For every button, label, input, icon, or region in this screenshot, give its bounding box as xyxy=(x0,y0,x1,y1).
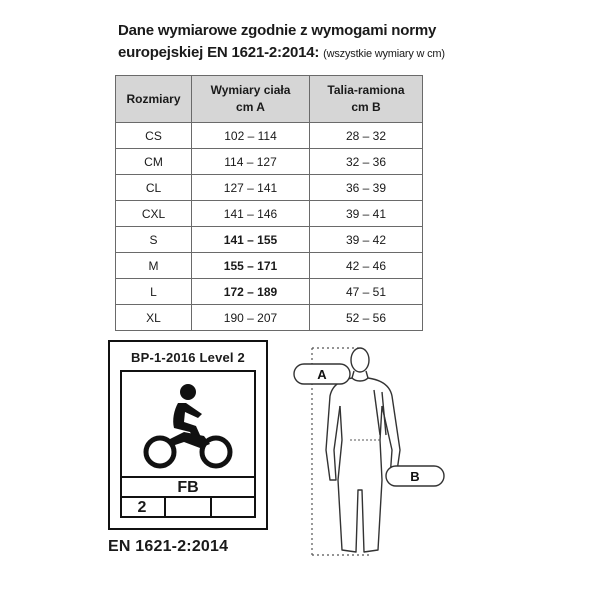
cell-size: S xyxy=(116,227,192,253)
header-sizes: Rozmiary xyxy=(116,76,192,123)
table-row xyxy=(116,149,423,175)
cell-b: 32 – 36 xyxy=(310,149,423,175)
cell-b: 39 – 41 xyxy=(310,201,423,227)
table-row xyxy=(116,175,423,201)
label-level-number: 2 xyxy=(120,498,166,518)
heading-line-2-bold: europejskiej EN 1621-2:2014: xyxy=(118,44,320,61)
standard-code: EN 1621-2:2014 xyxy=(108,538,229,555)
marker-b-label: B xyxy=(410,469,420,484)
marker-a xyxy=(294,364,350,384)
cell-a: 190 – 207 xyxy=(192,305,310,331)
table-row xyxy=(116,305,423,331)
label-fb: FB xyxy=(120,476,256,498)
label-level-row xyxy=(120,498,256,518)
cell-b: 52 – 56 xyxy=(310,305,423,331)
heading-note: (wszystkie wymiary w cm) xyxy=(323,48,445,60)
cell-a: 155 – 171 xyxy=(192,253,310,279)
certification-label xyxy=(108,340,268,530)
marker-a-label: A xyxy=(317,367,327,382)
marker-b xyxy=(386,466,444,486)
cell-a: 141 – 155 xyxy=(192,227,310,253)
heading-line-2 xyxy=(118,42,588,65)
cell-a: 172 – 189 xyxy=(192,279,310,305)
cell-a: 114 – 127 xyxy=(192,149,310,175)
motorcycle-rider-icon xyxy=(138,382,238,474)
label-empty-cell xyxy=(166,498,212,518)
cell-b: 42 – 46 xyxy=(310,253,423,279)
header-body-dimensions-label: Wymiary ciała xyxy=(210,83,291,97)
cell-size: CL xyxy=(116,175,192,201)
size-table xyxy=(115,75,423,331)
label-empty-cell xyxy=(212,498,256,518)
cell-a: 102 – 114 xyxy=(192,123,310,149)
header-body-dimensions xyxy=(192,76,310,123)
table-header-row xyxy=(116,76,423,123)
body-measurement-figure xyxy=(290,340,470,565)
header-waist-shoulders xyxy=(310,76,423,123)
cell-b: 28 – 32 xyxy=(310,123,423,149)
table-row xyxy=(116,201,423,227)
table-row xyxy=(116,123,423,149)
cell-size: CM xyxy=(116,149,192,175)
table-row xyxy=(116,227,423,253)
cell-b: 36 – 39 xyxy=(310,175,423,201)
cell-b: 47 – 51 xyxy=(310,279,423,305)
cell-a: 141 – 146 xyxy=(192,201,310,227)
cell-b: 39 – 42 xyxy=(310,227,423,253)
cell-size: CXL xyxy=(116,201,192,227)
cell-size: CS xyxy=(116,123,192,149)
cell-a: 127 – 141 xyxy=(192,175,310,201)
table-row xyxy=(116,253,423,279)
header-waist-shoulders-label: Talia-ramiona xyxy=(327,83,405,97)
heading-line-1: Dane wymiarowe zgodnie z wymogami normy xyxy=(118,22,437,39)
heading xyxy=(118,20,588,65)
cell-size: L xyxy=(116,279,192,305)
label-title: BP-1-2016 Level 2 xyxy=(131,350,245,365)
header-waist-shoulders-unit: cm B xyxy=(351,100,381,114)
header-body-dimensions-unit: cm A xyxy=(236,100,265,114)
table-row xyxy=(116,279,423,305)
cell-size: M xyxy=(116,253,192,279)
cell-size: XL xyxy=(116,305,192,331)
